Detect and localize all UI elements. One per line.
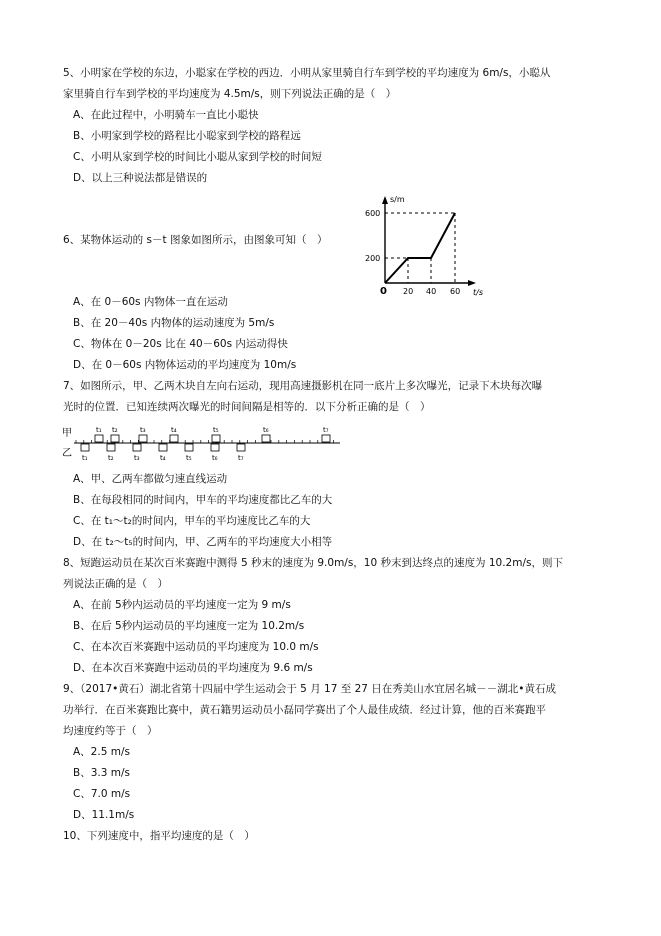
q7-jia-block bbox=[212, 435, 220, 442]
q7-yi-time-label: t₁ bbox=[82, 454, 88, 462]
q7-option-b: B、在每段相同的时间内，甲车的平均速度都比乙车的大 bbox=[73, 494, 333, 506]
q6-option-b: B、在 20－40s 内物体的运动速度为 5m/s bbox=[73, 317, 275, 329]
q10-stem: 10、下列速度中，指平均速度的是（ ） bbox=[63, 830, 255, 842]
q6-x-tick-20: 20 bbox=[403, 287, 414, 296]
q9-option-d: D、11.1m/s bbox=[73, 809, 135, 821]
q6-option-c: C、物体在 0－20s 比在 40－60s 内运动得快 bbox=[73, 338, 288, 350]
q7-label-yi: 乙 bbox=[62, 448, 72, 459]
q7-jia-time-label: t₁ bbox=[96, 426, 102, 434]
q9-option-a: A、2.5 m/s bbox=[73, 746, 130, 758]
q6-option-d: D、在 0－60s 内物体运动的平均速度为 10m/s bbox=[73, 359, 297, 371]
q9-stem-line1: 9、（2017•黄石）湖北省第十四届中学生运动会于 5 月 17 至 27 日在秀美山水宜居名城－－湖北•黄石成 bbox=[63, 683, 556, 695]
q7-label-jia: 甲 bbox=[62, 428, 72, 439]
q8-option-a: A、在前 5秒内运动员的平均速度一定为 9 m/s bbox=[73, 599, 291, 611]
q8-option-b: B、在后 5秒内运动员的平均速度一定为 10.2m/s bbox=[73, 620, 305, 632]
q7-yi-block bbox=[211, 444, 219, 451]
q7-jia-time-label: t₇ bbox=[323, 426, 329, 434]
q9-stem-line3: 均速度约等于（ ） bbox=[63, 725, 158, 737]
q8-option-c: C、在本次百米赛跑中运动员的平均速度为 10.0 m/s bbox=[73, 641, 319, 653]
q7-yi-time-label: t₄ bbox=[160, 454, 166, 462]
q7-jia-block bbox=[322, 435, 330, 442]
q6-x-axis-label: t/s bbox=[473, 288, 483, 297]
q7-option-c: C、在 t₁～t₂的时间内，甲车的平均速度比乙车的大 bbox=[73, 515, 311, 527]
q7-exposure-figure bbox=[62, 423, 342, 463]
q5-stem-line2: 家里骑自行车到学校的平均速度为 4.5m/s，则下列说法正确的是（ ） bbox=[63, 88, 397, 100]
q8-stem-line1: 8、短跑运动员在某次百米赛跑中测得 5 秒末的速度为 9.0m/s，10 秒末到达终点的速度为 10.2m/s，则下 bbox=[63, 557, 563, 569]
q7-option-a: A、甲、乙两车都做匀速直线运动 bbox=[73, 473, 228, 485]
q5-stem-line1: 5、小明家在学校的东边，小聪家在学校的西边．小明从家里骑自行车到学校的平均速度为 6m/s，小聪从 bbox=[63, 67, 551, 79]
q7-yi-block bbox=[237, 444, 245, 451]
q6-x-tick-40: 40 bbox=[426, 287, 437, 296]
q7-jia-block bbox=[262, 435, 270, 442]
q7-option-d: D、在 t₂～t₅的时间内，甲、乙两车的平均速度大小相等 bbox=[73, 536, 333, 548]
q7-jia-time-label: t₅ bbox=[213, 426, 219, 434]
q7-stem-line1: 7、如图所示，甲、乙两木块自左向右运动，现用高速摄影机在同一底片上多次曝光，记录下木块每次曝 bbox=[63, 380, 543, 392]
q5-option-b: B、小明家到学校的路程比小聪家到学校的路程远 bbox=[73, 130, 301, 142]
q7-jia-block bbox=[111, 435, 119, 442]
q8-option-d: D、在本次百米赛跑中运动员的平均速度为 9.6 m/s bbox=[73, 662, 313, 674]
q6-x-tick-60: 60 bbox=[450, 287, 461, 296]
q8-stem-line2: 列说法正确的是（ ） bbox=[63, 578, 168, 590]
q7-yi-block bbox=[107, 444, 115, 451]
q7-yi-time-label: t₂ bbox=[108, 454, 114, 462]
q6-y-tick-200: 200 bbox=[365, 254, 381, 263]
q7-jia-time-label: t₂ bbox=[112, 426, 118, 434]
q7-yi-block bbox=[81, 444, 89, 451]
q7-jia-block bbox=[170, 435, 178, 442]
q7-yi-block bbox=[185, 444, 193, 451]
q7-jia-block bbox=[95, 435, 103, 442]
q6-origin-label: 0 bbox=[380, 286, 387, 297]
q7-yi-block bbox=[133, 444, 141, 451]
q6-option-a: A、在 0－60s 内物体一直在运动 bbox=[73, 296, 228, 308]
q7-jia-time-label: t₆ bbox=[263, 426, 269, 434]
q7-jia-block bbox=[139, 435, 147, 442]
q7-yi-block bbox=[159, 444, 167, 451]
q5-option-a: A、在此过程中，小明骑车一直比小聪快 bbox=[73, 109, 259, 121]
q6-st-graph bbox=[355, 192, 485, 297]
q7-yi-time-label: t₅ bbox=[186, 454, 192, 462]
q6-y-axis-label: s/m bbox=[390, 195, 405, 204]
q6-y-tick-600: 600 bbox=[365, 209, 381, 218]
q5-option-d: D、以上三种说法都是错误的 bbox=[73, 172, 208, 184]
q9-option-c: C、7.0 m/s bbox=[73, 788, 131, 800]
q7-yi-time-label: t₃ bbox=[134, 454, 140, 462]
q6-stem: 6、某物体运动的 s－t 图象如图所示，由图象可知（ ） bbox=[63, 234, 328, 246]
q7-jia-time-label: t₃ bbox=[140, 426, 146, 434]
q9-option-b: B、3.3 m/s bbox=[73, 767, 130, 779]
q7-jia-time-label: t₄ bbox=[171, 426, 177, 434]
q5-option-c: C、小明从家到学校的时间比小聪从家到学校的时间短 bbox=[73, 151, 322, 163]
q9-stem-line2: 功举行．在百米赛跑比赛中，黄石籍男运动员小磊同学赛出了个人最佳成绩．经过计算，他的百米赛跑平 bbox=[63, 704, 546, 716]
q7-stem-line2: 光时的位置．已知连续两次曝光的时间间隔是相等的．以下分析正确的是（ ） bbox=[63, 401, 431, 413]
q7-yi-time-label: t₇ bbox=[238, 454, 244, 462]
q7-yi-time-label: t₆ bbox=[212, 454, 218, 462]
